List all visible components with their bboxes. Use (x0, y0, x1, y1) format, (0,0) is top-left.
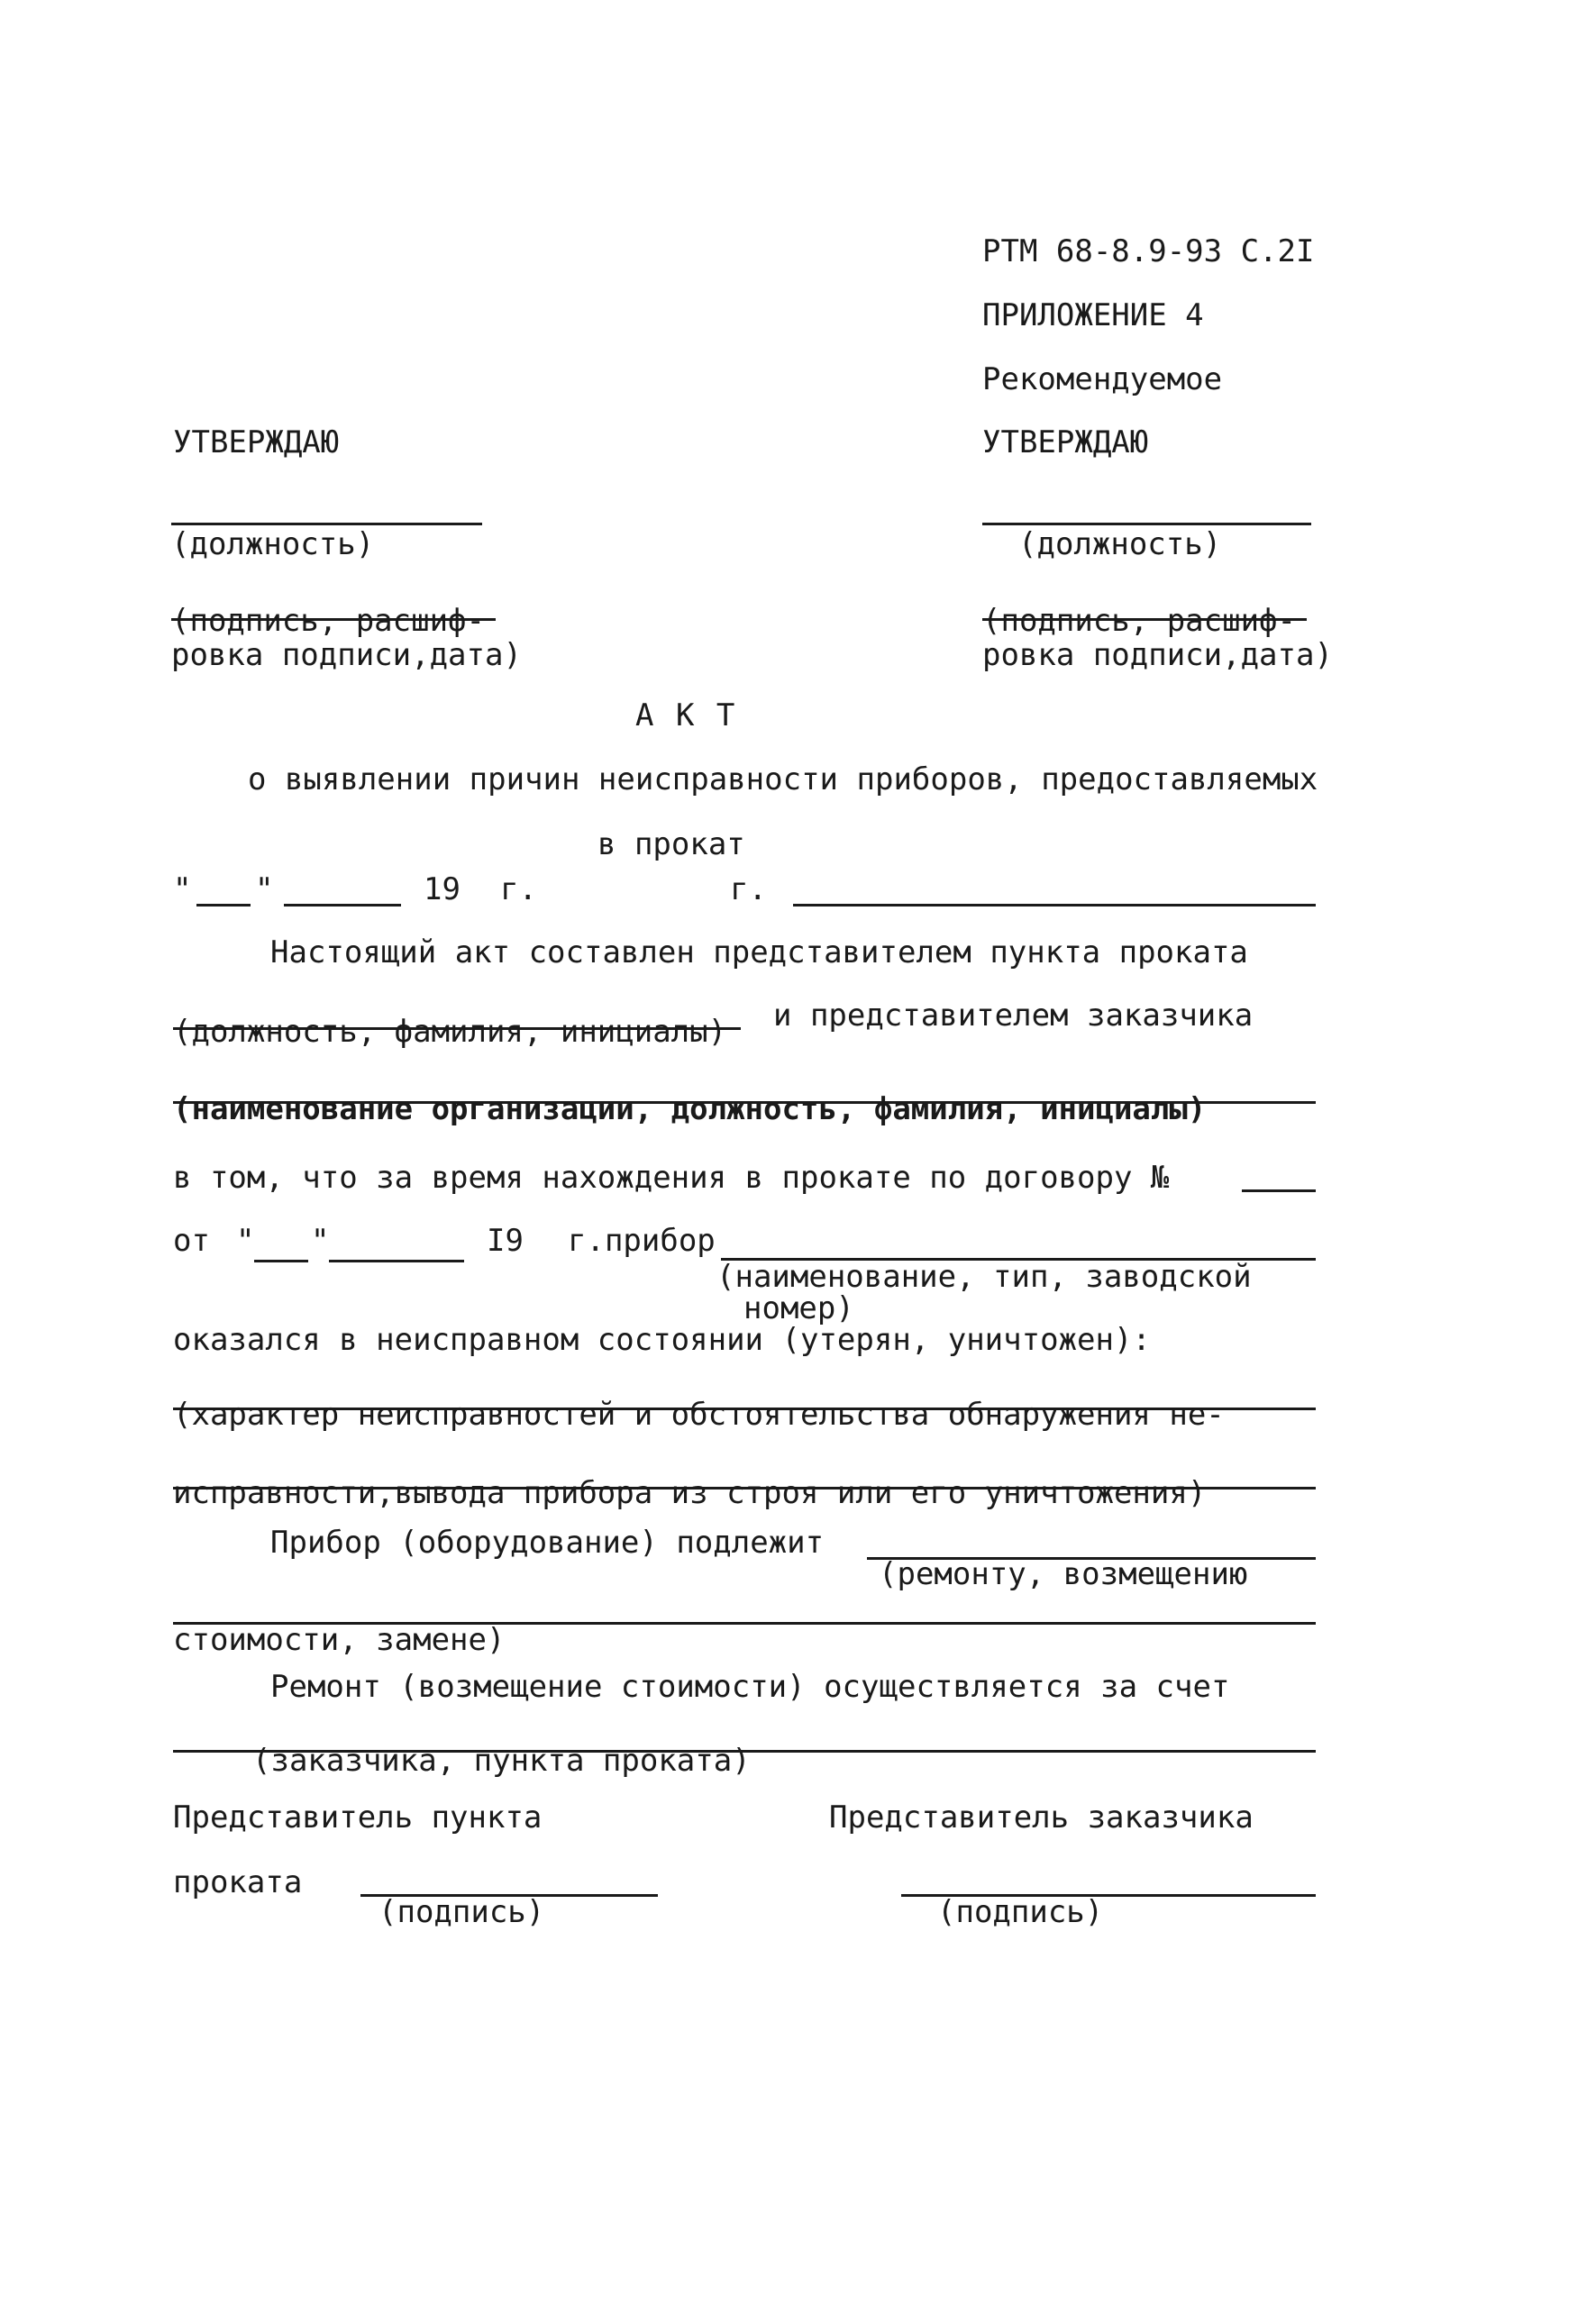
left-signatory-label-2: проката (173, 1864, 303, 1900)
device-subject-text: Прибор (оборудование) подлежит (270, 1525, 825, 1561)
rep-caption: (должность, фамилия, инициалы) (173, 1014, 727, 1050)
fault-caption-2: исправности,вывода прибора из строя или его уничтожения) (173, 1475, 1207, 1511)
approval-right-position-line (982, 523, 1311, 525)
action-caption-1: (ремонту, возмещению (879, 1556, 1248, 1592)
from-prefix: от (173, 1223, 210, 1259)
approval-right-title: УТВЕРЖДАЮ (982, 424, 1149, 460)
date-quote-close: " (255, 871, 274, 907)
from-quote-close: " (311, 1223, 330, 1259)
from-day-line (254, 1260, 308, 1262)
approval-left-title: УТВЕРЖДАЮ (173, 424, 340, 460)
intro-text: Настоящий акт составлен представителем пункта проката (270, 934, 1248, 970)
fault-caption-1: (характер неисправностей и обстоятельства обнаружения не- (173, 1397, 1225, 1433)
city-prefix: г. (730, 871, 767, 907)
date-year-suffix: г. (500, 871, 537, 907)
approval-right-signature-caption-2: ровка подписи,дата) (982, 637, 1333, 673)
approval-right-position-caption: (должность) (1018, 526, 1222, 562)
from-month-line (329, 1260, 464, 1262)
date-month-line (284, 904, 401, 907)
appendix-number: ПРИЛОЖЕНИЕ 4 (982, 297, 1204, 333)
approval-left-signature-caption-1: (подпись, расшиф- (171, 603, 485, 639)
right-signature-caption: (подпись) (937, 1894, 1104, 1930)
left-signature-caption: (подпись) (378, 1894, 545, 1930)
right-signatory-label: Представитель заказчика (829, 1799, 1254, 1836)
contract-number-line (1242, 1189, 1316, 1192)
org-caption: (наименование организации, должность, фамилия, инициалы) (173, 1091, 1207, 1127)
date-quote-open: " (173, 871, 192, 907)
left-signatory-label-1: Представитель пункта (173, 1799, 543, 1836)
act-subtitle-2: в прокат (597, 826, 745, 862)
action-caption-2: стоимости, замене) (173, 1622, 506, 1658)
payer-caption: (заказчика, пункта проката) (252, 1743, 751, 1779)
approval-right-signature-caption-1: (подпись, расшиф- (982, 603, 1296, 639)
appendix-status: Рекомендуемое (982, 361, 1223, 397)
repair-text: Ремонт (возмещение стоимости) осуществляется за счет (270, 1669, 1230, 1705)
doc-code: РТМ 68-8.9-93 С.2I (982, 233, 1315, 269)
date-year: 19 (424, 871, 461, 907)
act-title: А К Т (635, 697, 737, 733)
city-line (793, 904, 1316, 907)
from-year: I9 (487, 1223, 524, 1259)
date-day-line (196, 904, 251, 907)
device-caption-1: (наименование, тип, заводской (716, 1259, 1252, 1295)
contract-text: в том, что за время нахождения в прокате по договору № (173, 1160, 1170, 1196)
approval-left-position-caption: (должность) (171, 526, 375, 562)
state-text: оказался в неисправном состоянии (утерян, уничтожен): (173, 1322, 1151, 1358)
and-customer-text: и представителем заказчика (773, 998, 1254, 1034)
act-subtitle-1: о выявлении причин неисправности приборов, предоставляемых (248, 761, 1318, 797)
device-text: г.прибор (568, 1223, 716, 1259)
from-quote-open: " (236, 1223, 255, 1259)
approval-left-position-line (171, 523, 482, 525)
device-caption-2: номер) (743, 1290, 854, 1326)
approval-left-signature-caption-2: ровка подписи,дата) (171, 637, 522, 673)
